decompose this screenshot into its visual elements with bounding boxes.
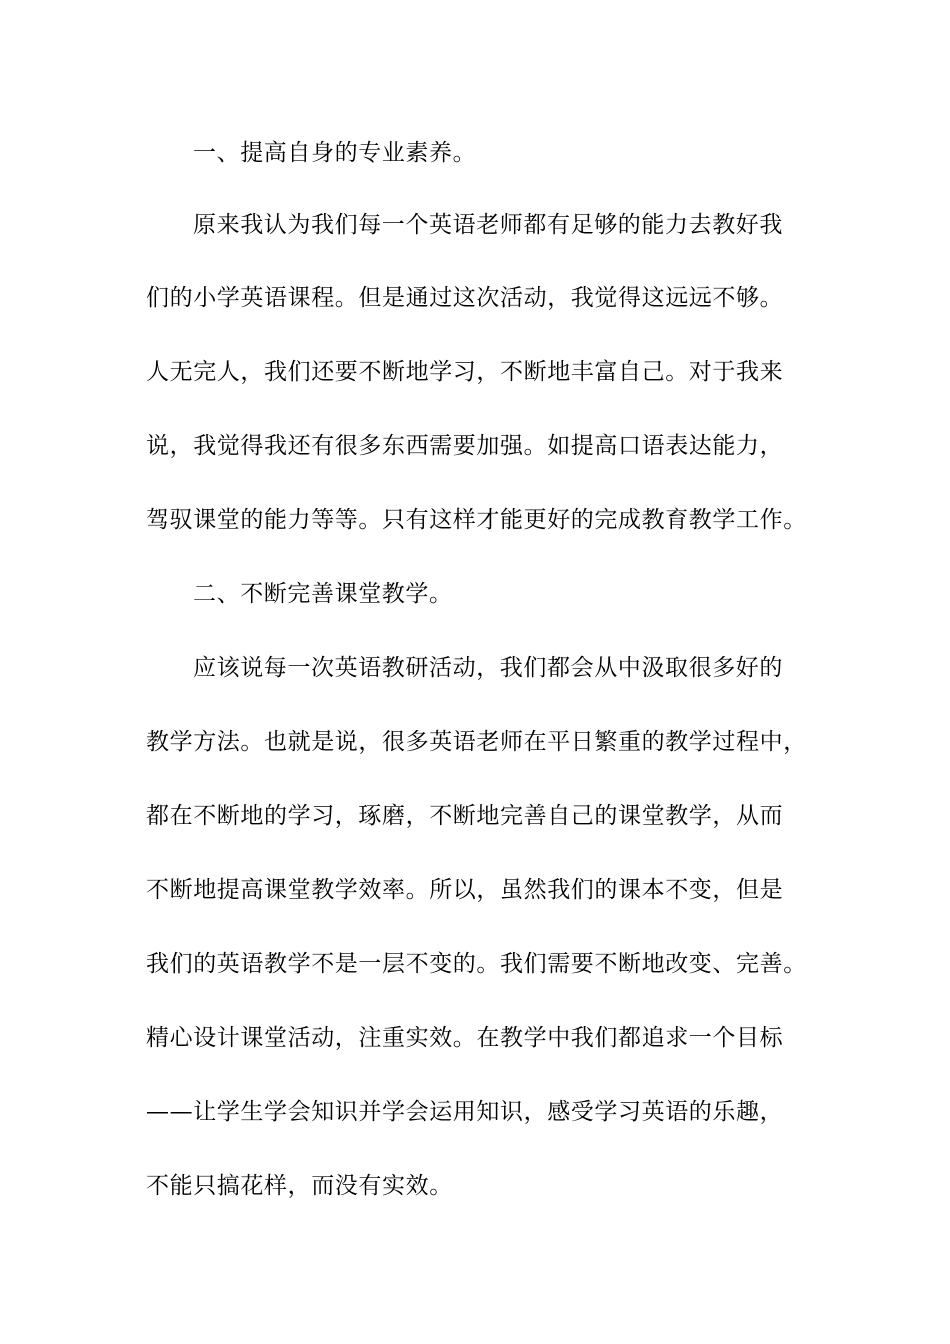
paragraph-line: 精心设计课堂活动，注重实效。在教学中我们都追求一个目标 (146, 1025, 784, 1051)
paragraph-line: ——让学生学会知识并学会运用知识，感受学习英语的乐趣， (146, 1099, 784, 1125)
paragraph-line: 不断地提高课堂教学效率。所以，虽然我们的课本不变，但是 (146, 877, 784, 903)
paragraph-line: 们的小学英语课程。但是通过这次活动，我觉得这远远不够。 (146, 285, 784, 311)
paragraph-line: 教学方法。也就是说，很多英语老师在平日繁重的教学过程中， (146, 729, 807, 755)
paragraph-line: 我们的英语教学不是一层不变的。我们需要不断地改变、完善。 (146, 951, 807, 977)
heading-1: 一、提高自身的专业素养。 (193, 140, 477, 166)
paragraph-line: 应该说每一次英语教研活动，我们都会从中汲取很多好的 (193, 655, 783, 681)
paragraph-line: 原来我认为我们每一个英语老师都有足够的能力去教好我 (193, 212, 783, 238)
paragraph-line: 不能只搞花样，而没有实效。 (146, 1173, 453, 1199)
paragraph-line: 说，我觉得我还有很多东西需要加强。如提高口语表达能力， (146, 433, 784, 459)
paragraph-line: 人无完人，我们还要不断地学习，不断地丰富自己。对于我来 (146, 359, 784, 385)
paragraph-line: 都在不断地的学习，琢磨，不断地完善自己的课堂教学，从而 (146, 803, 784, 829)
paragraph-line: 驾驭课堂的能力等等。只有这样才能更好的完成教育教学工作。 (146, 507, 807, 533)
heading-2: 二、不断完善课堂教学。 (193, 581, 453, 607)
